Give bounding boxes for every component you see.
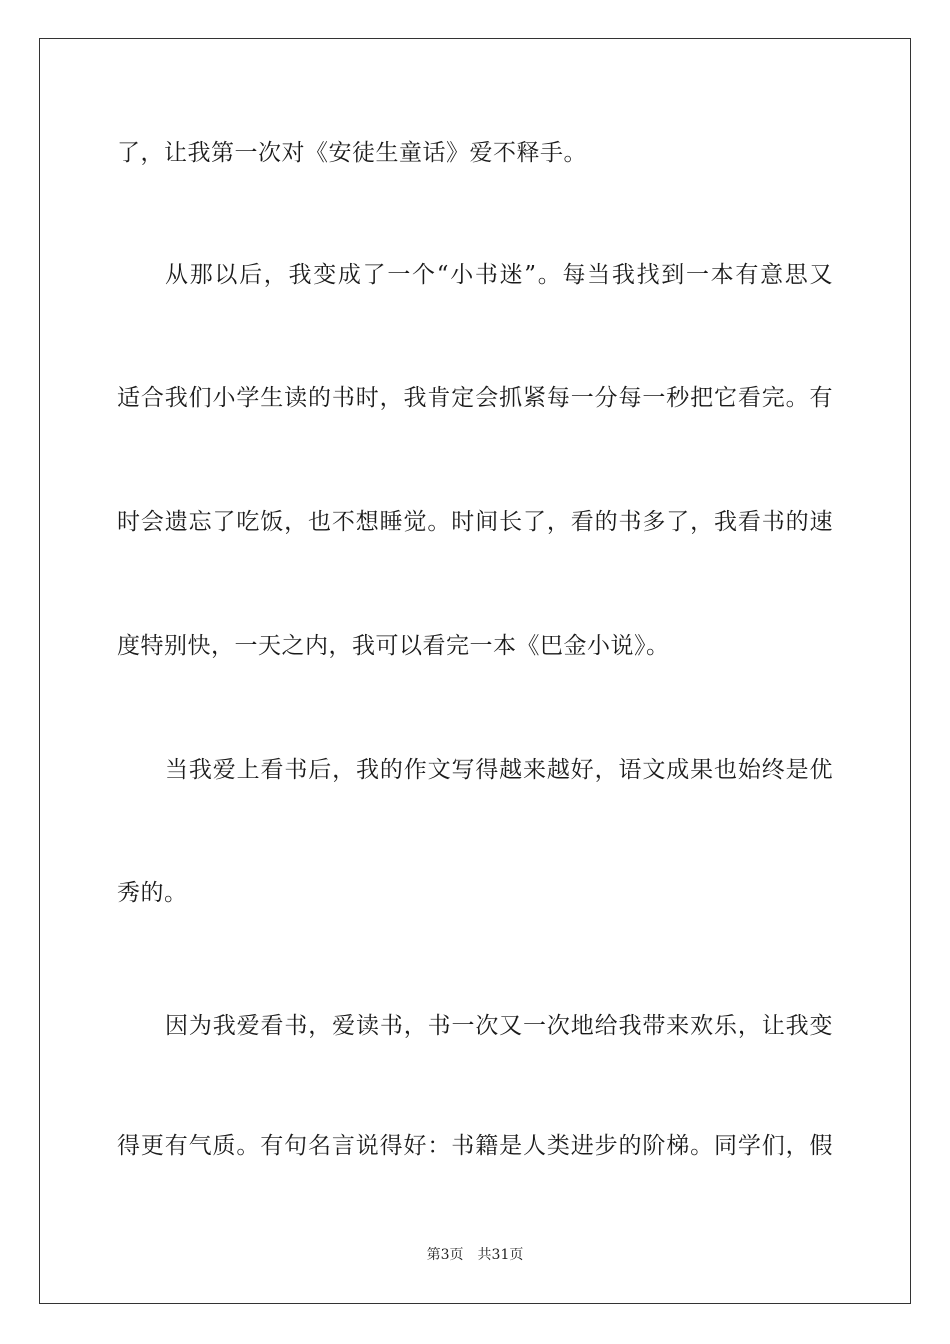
page-total: 共31页 [477,1247,524,1263]
text-line: 了，让我第一次对《安徒生童话》爱不释手。 [117,140,587,166]
page-number: 第3页 [426,1247,464,1263]
text-line: 当我爱上看书后，我的作文写得越来越好，语文成果也始终是优 [165,757,833,783]
text-line: 秀的。 [117,880,188,906]
text-line: 时会遗忘了吃饭，也不想睡觉。时间长了，看的书多了，我看书的速 [117,509,833,535]
text-line: 适合我们小学生读的书时，我肯定会抓紧每一分每一秒把它看完。有 [117,385,833,411]
page-frame [39,38,911,1304]
text-line: 得更有气质。有句名言说得好：书籍是人类进步的阶梯。同学们，假 [117,1133,833,1159]
page-footer [0,1246,950,1264]
text-line: 从那以后，我变成了一个“小书迷”。每当我找到一本有意思又 [165,262,833,288]
text-line: 度特别快，一天之内，我可以看完一本《巴金小说》。 [117,633,670,659]
text-line: 因为我爱看书，爱读书，书一次又一次地给我带来欢乐，让我变 [165,1013,833,1039]
